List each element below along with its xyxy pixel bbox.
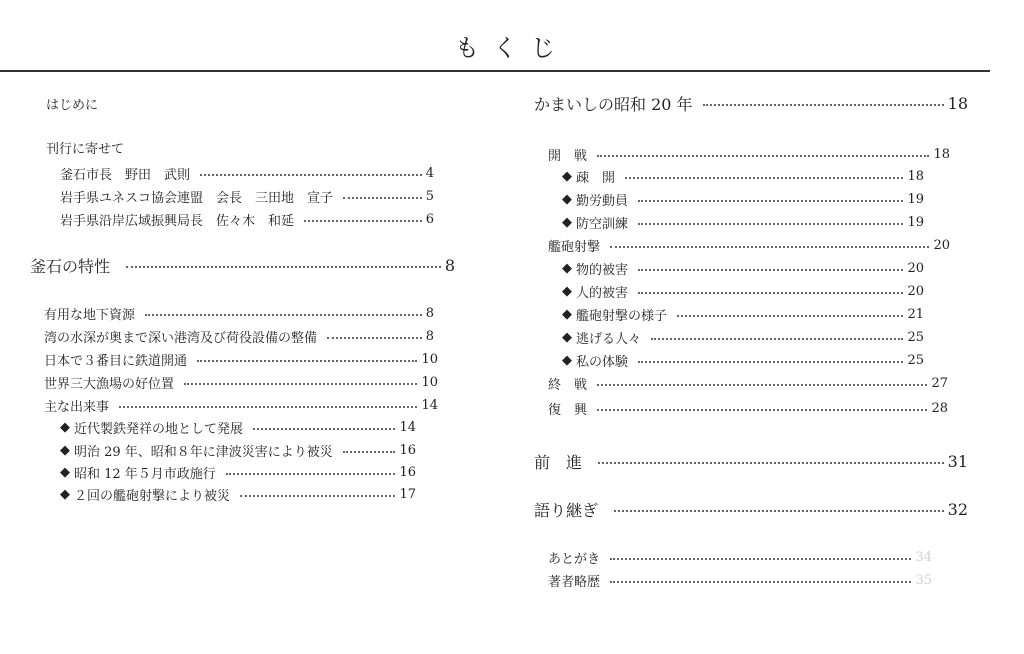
diamond-bullet-icon: ◆ (60, 442, 70, 458)
diamond-bullet-icon: ◆ (60, 486, 70, 502)
toc-entry[interactable]: ◆ 私の体験 25 (562, 352, 924, 370)
diamond-bullet-icon: ◆ (562, 168, 572, 184)
diamond-bullet-icon: ◆ (562, 214, 572, 230)
toc-section-katari[interactable]: 語り継ぎ 32 (534, 499, 968, 520)
diamond-bullet-icon: ◆ (562, 260, 572, 276)
toc-entry[interactable]: 復 興 28 (548, 400, 948, 418)
toc-entry[interactable]: 日本で３番目に鉄道開通 10 (44, 351, 438, 369)
toc-section-showa20[interactable]: かまいしの昭和 20 年 18 (534, 93, 968, 114)
toc-entry[interactable]: 著者略歴 35 (548, 572, 932, 590)
page-title: もくじ (455, 34, 569, 62)
toc-entry[interactable]: ◆ 物的被害 20 (562, 260, 924, 278)
toc-entry[interactable]: 湾の水深が奥まで深い港湾及び荷役設備の整備 8 (44, 328, 434, 346)
toc-entry[interactable]: 釜石市長 野田 武則 4 (60, 165, 434, 183)
toc-entry[interactable]: 世界三大漁場の好位置 10 (44, 374, 438, 392)
toc-entry[interactable]: ◆ 昭和 12 年５月市政施行 16 (60, 464, 416, 482)
diamond-bullet-icon: ◆ (562, 329, 572, 345)
diamond-bullet-icon: ◆ (60, 464, 70, 480)
toc-entry[interactable]: ◆ 疎 開 18 (562, 168, 924, 186)
toc-entry[interactable]: 有用な地下資源 8 (44, 305, 434, 323)
toc-entry[interactable]: ◆ 人的被害 20 (562, 283, 924, 301)
toc-entry[interactable]: 艦砲射撃 20 (548, 237, 950, 255)
diamond-bullet-icon: ◆ (562, 306, 572, 322)
toc-entry[interactable]: 終 戦 27 (548, 375, 948, 393)
diamond-bullet-icon: ◆ (60, 419, 70, 435)
header-divider (0, 70, 990, 72)
toc-entry[interactable]: ◆ 近代製鉄発祥の地として発展 14 (60, 419, 416, 437)
toc-entry[interactable]: ◆ 艦砲射撃の様子 21 (562, 306, 924, 324)
toc-entry[interactable]: ◆ 防空訓練 19 (562, 214, 924, 232)
toc-entry[interactable]: ◆ ２回の艦砲射撃により被災 17 (60, 486, 416, 504)
toc-section-kamaishi[interactable]: 釜石の特性 8 (30, 255, 455, 276)
toc-entry[interactable]: ◆ 勤労動員 19 (562, 191, 924, 209)
toc-entry[interactable]: 岩手県ユネスコ協会連盟 会長 三田地 宣子 5 (60, 188, 434, 206)
toc-item-kankou[interactable]: 刊行に寄せて (46, 142, 125, 157)
toc-section-zenshin[interactable]: 前 進 31 (534, 451, 968, 472)
toc-entry[interactable]: あとがき 34 (548, 549, 932, 567)
diamond-bullet-icon: ◆ (562, 352, 572, 368)
toc-item-hajimeni[interactable]: はじめに (46, 98, 99, 113)
toc-entry[interactable]: 開 戦 18 (548, 146, 950, 164)
toc-entry[interactable]: 主な出来事 14 (44, 397, 438, 415)
toc-entry[interactable]: ◆ 逃げる人々 25 (562, 329, 924, 347)
toc-entry[interactable]: ◆ 明治 29 年、昭和８年に津波災害により被災 16 (60, 442, 416, 460)
toc-entry[interactable]: 岩手県沿岸広域振興局長 佐々木 和延 6 (60, 211, 434, 229)
diamond-bullet-icon: ◆ (562, 283, 572, 299)
diamond-bullet-icon: ◆ (562, 191, 572, 207)
